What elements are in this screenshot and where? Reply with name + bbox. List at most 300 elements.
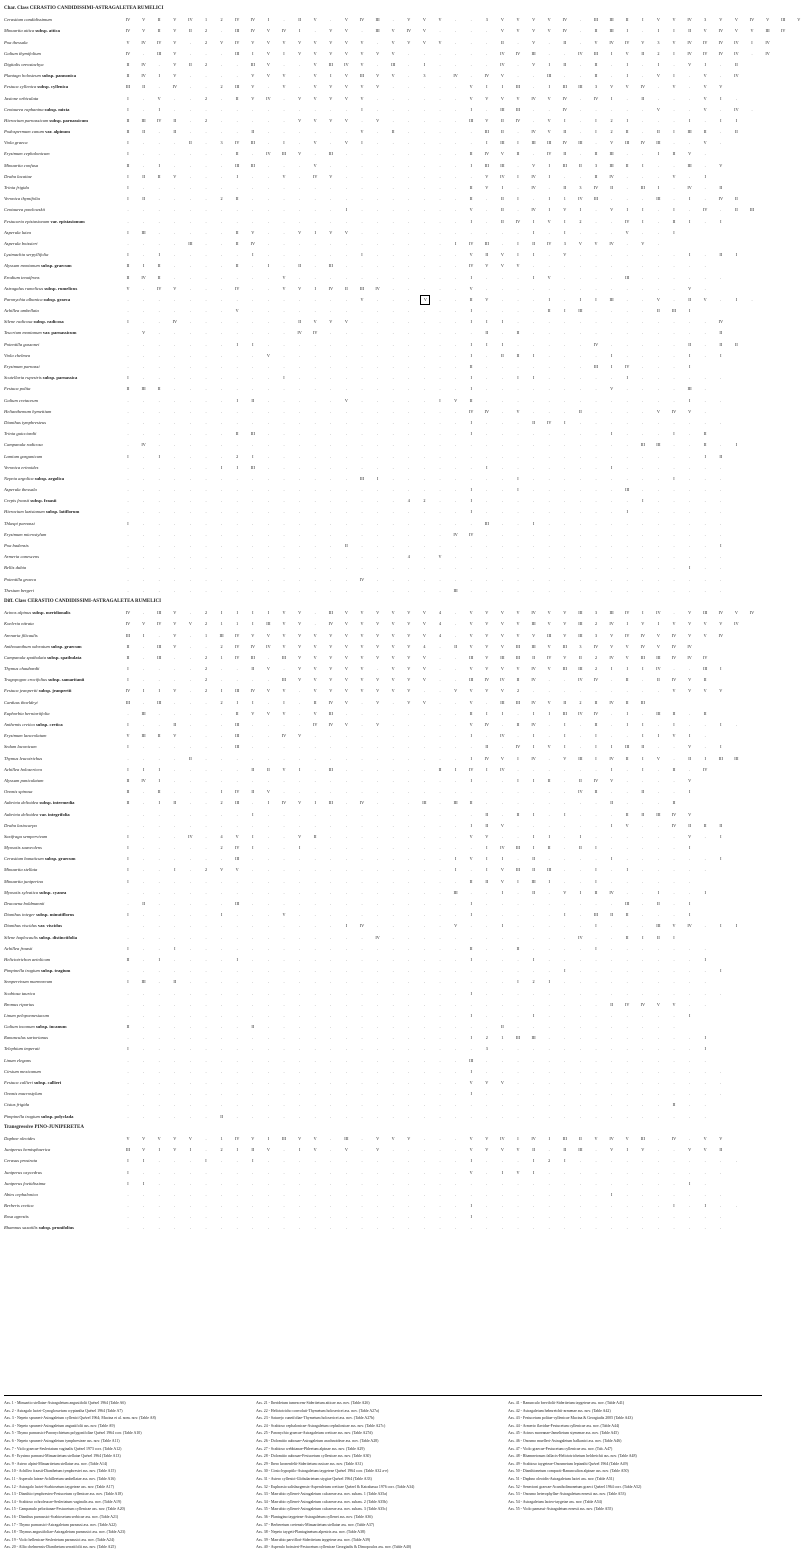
- constancy-cell: I: [311, 227, 319, 238]
- constancy-cell: .: [452, 204, 460, 215]
- constancy-cell: .: [592, 1155, 600, 1166]
- constancy-cell: .: [358, 954, 366, 965]
- constancy-cell: .: [405, 204, 413, 215]
- constancy-cell: .: [296, 395, 304, 406]
- constancy-cell: .: [155, 820, 163, 831]
- constancy-cell: .: [233, 540, 241, 551]
- table-row: [4, 730, 762, 741]
- constancy-cell: III: [249, 137, 257, 148]
- constancy-cell: .: [342, 999, 350, 1010]
- constancy-cell: .: [327, 887, 335, 898]
- constancy-cell: .: [202, 372, 210, 383]
- constancy-cell: .: [608, 339, 616, 350]
- constancy-cell: .: [405, 137, 413, 148]
- constancy-cell: .: [186, 820, 194, 831]
- constancy-cell: .: [264, 81, 272, 92]
- constancy-cell: .: [140, 372, 148, 383]
- constancy-cell: .: [686, 518, 694, 529]
- constancy-cell: .: [311, 1043, 319, 1054]
- constancy-cell: .: [436, 842, 444, 853]
- constancy-cell: II: [654, 898, 662, 909]
- constancy-cell: .: [389, 820, 397, 831]
- constancy-cell: III: [561, 663, 569, 674]
- constancy-cell: V: [389, 70, 397, 81]
- constancy-cell: .: [717, 204, 725, 215]
- constancy-cell: .: [374, 585, 382, 596]
- constancy-cell: .: [186, 730, 194, 741]
- constancy-cell: 1: [202, 630, 210, 641]
- constancy-cell: .: [186, 428, 194, 439]
- constancy-cell: .: [311, 741, 319, 752]
- constancy-cell: .: [264, 518, 272, 529]
- species-label: Lysimachia serpyllifolia: [4, 252, 48, 257]
- constancy-cell: .: [342, 1066, 350, 1077]
- constancy-cell: III: [701, 663, 709, 674]
- constancy-cell: III: [623, 272, 631, 283]
- constancy-cell: V: [545, 216, 553, 227]
- constancy-cell: .: [576, 350, 584, 361]
- constancy-cell: I: [467, 730, 475, 741]
- constancy-cell: .: [311, 764, 319, 775]
- constancy-cell: .: [686, 484, 694, 495]
- constancy-cell: .: [358, 462, 366, 473]
- constancy-cell: V: [623, 48, 631, 59]
- constancy-cell: .: [280, 1222, 288, 1233]
- constancy-cell: .: [576, 1211, 584, 1222]
- constancy-cell: .: [296, 820, 304, 831]
- constancy-cell: .: [186, 1099, 194, 1110]
- constancy-cell: I: [623, 663, 631, 674]
- constancy-cell: .: [342, 876, 350, 887]
- constancy-cell: .: [701, 1077, 709, 1088]
- constancy-cell: .: [498, 943, 506, 954]
- constancy-cell: .: [233, 943, 241, 954]
- constancy-cell: IV: [545, 652, 553, 663]
- constancy-cell: I: [124, 1155, 132, 1166]
- constancy-cell: II: [530, 853, 538, 864]
- constancy-cell: V: [483, 831, 491, 842]
- constancy-cell: V: [311, 316, 319, 327]
- constancy-cell: V: [530, 160, 538, 171]
- constancy-cell: I: [670, 25, 678, 36]
- constancy-cell: .: [218, 160, 226, 171]
- species-name: [4, 1167, 124, 1178]
- constancy-cell: .: [420, 171, 428, 182]
- constancy-cell: .: [623, 786, 631, 797]
- constancy-cell: .: [436, 797, 444, 808]
- constancy-cell: .: [186, 741, 194, 752]
- constancy-cell: .: [452, 630, 460, 641]
- constancy-cell: .: [155, 1200, 163, 1211]
- constancy-cell: II: [576, 652, 584, 663]
- constancy-cell: .: [545, 965, 553, 976]
- constancy-cell: .: [264, 741, 272, 752]
- constancy-cell: .: [514, 932, 522, 943]
- table-row: [4, 473, 762, 484]
- constancy-cell: .: [233, 663, 241, 674]
- constancy-cell: .: [186, 674, 194, 685]
- constancy-cell: III: [654, 193, 662, 204]
- constancy-cell: .: [498, 294, 506, 305]
- constancy-cell: V: [311, 708, 319, 719]
- constancy-cell: .: [140, 137, 148, 148]
- constancy-cell: III: [140, 708, 148, 719]
- constancy-cell: .: [514, 316, 522, 327]
- species-label: Festuca polita: [4, 386, 30, 391]
- constancy-cell: .: [717, 1155, 725, 1166]
- constancy-cell: .: [436, 506, 444, 517]
- constancy-cell: .: [249, 753, 257, 764]
- constancy-cell: .: [155, 753, 163, 764]
- constancy-cell: .: [576, 428, 584, 439]
- constancy-cell: .: [342, 562, 350, 573]
- species-label: Bromus riparius: [4, 1002, 34, 1007]
- constancy-cell: V: [514, 663, 522, 674]
- constancy-cell: V: [264, 663, 272, 674]
- constancy-cell: .: [374, 204, 382, 215]
- constancy-cell: .: [405, 294, 413, 305]
- constancy-cell: V: [561, 607, 569, 618]
- constancy-cell: .: [389, 439, 397, 450]
- constancy-cell: .: [623, 316, 631, 327]
- constancy-cell: II: [545, 842, 553, 853]
- constancy-cell: .: [670, 93, 678, 104]
- constancy-cell: I: [218, 462, 226, 473]
- constancy-cell: .: [280, 786, 288, 797]
- constancy-cell: I: [717, 350, 725, 361]
- constancy-cell: .: [155, 137, 163, 148]
- constancy-cell: .: [124, 1032, 132, 1043]
- constancy-cell: .: [514, 1088, 522, 1099]
- constancy-cell: .: [576, 439, 584, 450]
- constancy-cell: .: [264, 462, 272, 473]
- constancy-cell: II: [124, 59, 132, 70]
- constancy-cell: .: [171, 753, 179, 764]
- constancy-cell: IV: [670, 809, 678, 820]
- constancy-cell: I: [639, 719, 647, 730]
- constancy-cell: V: [171, 171, 179, 182]
- constancy-cell: IV: [358, 797, 366, 808]
- constancy-cell: V: [498, 663, 506, 674]
- constancy-cell: V: [249, 81, 257, 92]
- constancy-cell: .: [264, 428, 272, 439]
- constancy-cell: .: [639, 988, 647, 999]
- constancy-cell: .: [452, 495, 460, 506]
- table-row: [4, 227, 762, 238]
- constancy-cell: V: [389, 607, 397, 618]
- constancy-cell: .: [311, 204, 319, 215]
- constancy-cell: I: [124, 137, 132, 148]
- constancy-cell: .: [186, 294, 194, 305]
- constancy-cell: III: [155, 652, 163, 663]
- constancy-cell: .: [249, 965, 257, 976]
- constancy-cell: IV: [623, 999, 631, 1010]
- legend-item: Ass. 22 - Helictotricho convoluti-Thymetum holosericei ass. nov. (Table A27a): [256, 1408, 506, 1416]
- constancy-cell: .: [342, 853, 350, 864]
- constancy-cell: .: [202, 1144, 210, 1155]
- constancy-cell: I: [233, 339, 241, 350]
- constancy-cell: .: [514, 204, 522, 215]
- constancy-cell: .: [155, 999, 163, 1010]
- constancy-cell: .: [452, 618, 460, 629]
- constancy-cell: .: [467, 25, 475, 36]
- constancy-cell: IV: [639, 641, 647, 652]
- constancy-cell: I: [670, 932, 678, 943]
- constancy-cell: .: [686, 1066, 694, 1077]
- species-label: Minuartia attica: [4, 28, 34, 33]
- constancy-cell: II: [124, 954, 132, 965]
- constancy-cell: .: [498, 551, 506, 562]
- constancy-cell: .: [171, 562, 179, 573]
- constancy-cell: V: [171, 641, 179, 652]
- constancy-cell: IV: [140, 37, 148, 48]
- legend-item: Ass. 32 - Euphrasio salisburgensis-Asperuletum creticae Quézel & Katrabassa 1976 corr. (Table A34): [256, 1484, 506, 1492]
- constancy-cell: .: [186, 451, 194, 462]
- constancy-cell: I: [124, 249, 132, 260]
- constancy-cell: V: [374, 81, 382, 92]
- constancy-cell: .: [405, 1010, 413, 1021]
- constancy-cell: V: [717, 685, 725, 696]
- constancy-cell: .: [576, 909, 584, 920]
- constancy-cell: I: [249, 1155, 257, 1166]
- constancy-cell: .: [639, 484, 647, 495]
- constancy-cell: .: [420, 786, 428, 797]
- constancy-cell: IV: [249, 685, 257, 696]
- constancy-cell: .: [405, 1178, 413, 1189]
- constancy-cell: .: [452, 350, 460, 361]
- constancy-cell: .: [701, 406, 709, 417]
- constancy-cell: I: [686, 730, 694, 741]
- constancy-cell: .: [452, 697, 460, 708]
- species-name: [4, 887, 124, 898]
- constancy-cell: V: [420, 607, 428, 618]
- constancy-cell: .: [608, 920, 616, 931]
- constancy-cell: .: [358, 876, 366, 887]
- constancy-cell: V: [327, 685, 335, 696]
- constancy-cell: V: [608, 775, 616, 786]
- constancy-cell: II: [171, 719, 179, 730]
- constancy-cell: .: [186, 1088, 194, 1099]
- constancy-cell: .: [233, 1077, 241, 1088]
- constancy-cell: .: [218, 574, 226, 585]
- table-row: [4, 406, 762, 417]
- constancy-cell: I: [171, 943, 179, 954]
- constancy-cell: .: [374, 1021, 382, 1032]
- constancy-cell: V: [296, 797, 304, 808]
- constancy-cell: V: [342, 137, 350, 148]
- constancy-cell: .: [374, 1111, 382, 1122]
- constancy-cell: .: [686, 853, 694, 864]
- constancy-cell: .: [483, 585, 491, 596]
- constancy-cell: V: [342, 93, 350, 104]
- legend-item: Ass. 41 - Ranunculo brevifolii-Sideritetum taygeteae ass. nov. (Table A41): [508, 1400, 758, 1408]
- constancy-cell: .: [296, 898, 304, 909]
- constancy-cell: .: [264, 484, 272, 495]
- constancy-cell: III: [639, 439, 647, 450]
- constancy-cell: .: [171, 93, 179, 104]
- constancy-cell: I: [717, 719, 725, 730]
- constancy-cell: .: [186, 473, 194, 484]
- constancy-cell: .: [186, 943, 194, 954]
- constancy-cell: .: [155, 898, 163, 909]
- constancy-cell: .: [514, 182, 522, 193]
- constancy-cell: .: [311, 372, 319, 383]
- species-name: [4, 70, 124, 81]
- constancy-cell: .: [608, 1066, 616, 1077]
- constancy-cell: .: [358, 708, 366, 719]
- constancy-cell: .: [498, 484, 506, 495]
- constancy-cell: V: [358, 93, 366, 104]
- constancy-cell: IV: [717, 48, 725, 59]
- constancy-cell: .: [327, 562, 335, 573]
- constancy-cell: .: [358, 775, 366, 786]
- constancy-cell: IV: [545, 417, 553, 428]
- constancy-cell: .: [545, 1021, 553, 1032]
- constancy-cell: IV: [623, 37, 631, 48]
- constancy-cell: .: [374, 506, 382, 517]
- constancy-cell: .: [483, 25, 491, 36]
- constancy-cell: .: [202, 70, 210, 81]
- constancy-cell: V: [358, 674, 366, 685]
- constancy-cell: III: [124, 81, 132, 92]
- constancy-cell: V: [545, 25, 553, 36]
- constancy-cell: II: [498, 115, 506, 126]
- constancy-cell: .: [654, 260, 662, 271]
- constancy-cell: I: [124, 764, 132, 775]
- constancy-cell: .: [452, 1077, 460, 1088]
- constancy-cell: .: [639, 797, 647, 808]
- constancy-cell: .: [545, 1189, 553, 1200]
- constancy-cell: II: [296, 260, 304, 271]
- constancy-cell: .: [467, 171, 475, 182]
- constancy-cell: .: [530, 1178, 538, 1189]
- constancy-cell: .: [171, 1021, 179, 1032]
- table-row: [4, 630, 762, 641]
- constancy-cell: .: [436, 1155, 444, 1166]
- constancy-cell: .: [452, 1200, 460, 1211]
- constancy-cell: I: [545, 204, 553, 215]
- table-row: [4, 1133, 762, 1144]
- constancy-cell: .: [280, 1189, 288, 1200]
- species-name: [4, 395, 124, 406]
- constancy-cell: .: [623, 988, 631, 999]
- constancy-cell: .: [436, 674, 444, 685]
- species-name: [4, 1066, 124, 1077]
- constancy-cell: .: [186, 395, 194, 406]
- constancy-cell: .: [623, 1088, 631, 1099]
- constancy-cell: .: [124, 574, 132, 585]
- infraspecific-label: var. epistasionum: [49, 219, 84, 224]
- constancy-cell: .: [654, 1200, 662, 1211]
- constancy-cell: .: [186, 372, 194, 383]
- constancy-cell: V: [670, 81, 678, 92]
- constancy-cell: .: [218, 260, 226, 271]
- constancy-cell: I: [654, 730, 662, 741]
- constancy-cell: .: [124, 932, 132, 943]
- constancy-cell: V: [389, 48, 397, 59]
- constancy-cell: .: [280, 216, 288, 227]
- constancy-cell: .: [686, 495, 694, 506]
- constancy-cell: .: [186, 417, 194, 428]
- constancy-cell: .: [701, 988, 709, 999]
- constancy-cell: .: [467, 1043, 475, 1054]
- constancy-cell: .: [592, 1178, 600, 1189]
- constancy-cell: .: [530, 361, 538, 372]
- constancy-cell: I: [701, 954, 709, 965]
- infraspecific-label: subsp. jeanpertii: [38, 688, 72, 693]
- constancy-cell: .: [514, 495, 522, 506]
- constancy-cell: .: [436, 1099, 444, 1110]
- constancy-cell: .: [701, 562, 709, 573]
- constancy-cell: .: [249, 562, 257, 573]
- constancy-cell: .: [374, 171, 382, 182]
- constancy-cell: V: [654, 999, 662, 1010]
- constancy-cell: V: [374, 719, 382, 730]
- constancy-cell: .: [639, 283, 647, 294]
- constancy-cell: .: [342, 551, 350, 562]
- constancy-cell: .: [296, 697, 304, 708]
- constancy-cell: V: [311, 137, 319, 148]
- species-label: Festuca cyllenica: [4, 84, 36, 89]
- constancy-cell: I: [717, 831, 725, 842]
- constancy-cell: .: [311, 1077, 319, 1088]
- constancy-cell: .: [498, 809, 506, 820]
- constancy-cell: V: [405, 37, 413, 48]
- constancy-cell: I: [124, 316, 132, 327]
- constancy-cell: .: [155, 182, 163, 193]
- constancy-cell: .: [701, 1066, 709, 1077]
- constancy-cell: V: [358, 663, 366, 674]
- constancy-cell: .: [327, 249, 335, 260]
- constancy-cell: .: [717, 1088, 725, 1099]
- constancy-cell: .: [296, 1200, 304, 1211]
- constancy-cell: .: [342, 439, 350, 450]
- constancy-cell: .: [452, 327, 460, 338]
- constancy-cell: .: [452, 193, 460, 204]
- constancy-cell: .: [280, 719, 288, 730]
- constancy-cell: .: [436, 708, 444, 719]
- constancy-cell: .: [436, 70, 444, 81]
- constancy-cell: .: [233, 920, 241, 931]
- constancy-cell: I: [530, 272, 538, 283]
- constancy-cell: .: [561, 171, 569, 182]
- constancy-cell: .: [623, 104, 631, 115]
- constancy-cell: III: [498, 160, 506, 171]
- constancy-cell: .: [389, 741, 397, 752]
- constancy-cell: .: [561, 1167, 569, 1178]
- constancy-cell: V: [327, 25, 335, 36]
- constancy-cell: .: [592, 417, 600, 428]
- constancy-cell: .: [249, 954, 257, 965]
- constancy-cell: .: [654, 249, 662, 260]
- constancy-cell: V: [764, 14, 772, 25]
- constancy-cell: .: [498, 1088, 506, 1099]
- constancy-cell: .: [327, 965, 335, 976]
- constancy-cell: .: [654, 864, 662, 875]
- infraspecific-label: subsp. pannonica: [41, 73, 76, 78]
- constancy-cell: .: [639, 406, 647, 417]
- constancy-cell: II: [639, 741, 647, 752]
- legend-item: Ass. 23 - Saturejo cuneifoliae-Thymetum holosericei ass. nov. (Table A27b): [256, 1415, 506, 1423]
- constancy-cell: II: [514, 943, 522, 954]
- constancy-cell: V: [296, 607, 304, 618]
- constancy-cell: .: [140, 148, 148, 159]
- constancy-cell: V: [420, 295, 430, 305]
- constancy-cell: .: [202, 529, 210, 540]
- constancy-cell: .: [140, 428, 148, 439]
- constancy-cell: V: [498, 249, 506, 260]
- constancy-cell: .: [249, 148, 257, 159]
